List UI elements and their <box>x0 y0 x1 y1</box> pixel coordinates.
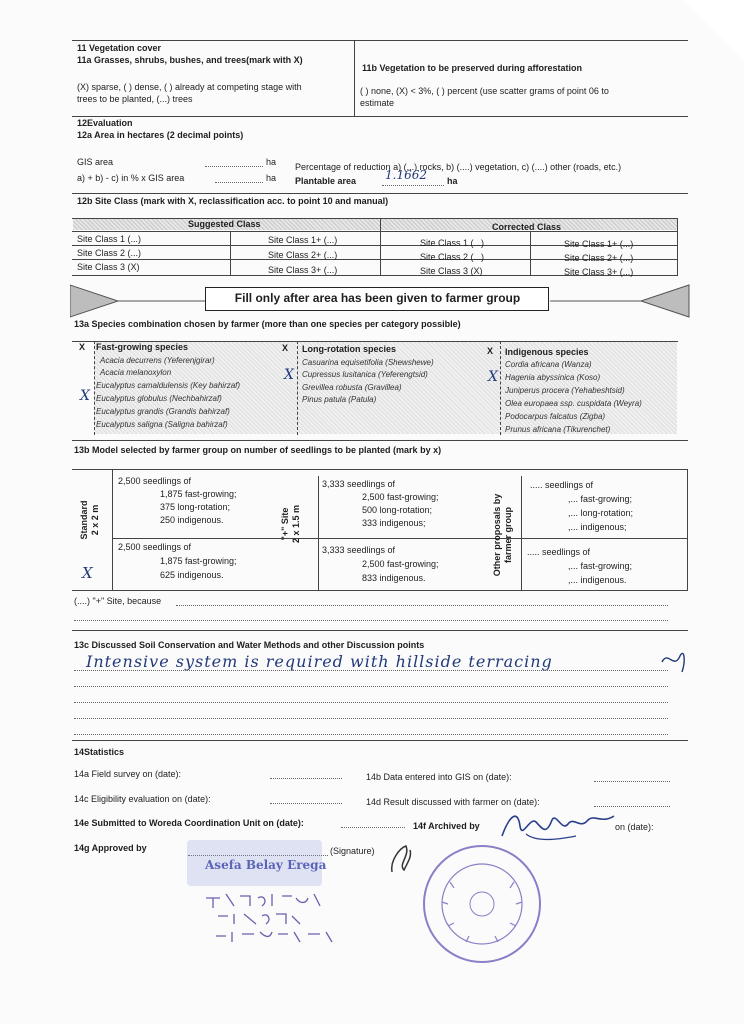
fast-header: Fast-growing species <box>96 342 189 352</box>
long-species: Cupressus lusitanica (Yeferengtsid) <box>302 370 428 379</box>
plus-site-because: (....) "+" Site, because <box>74 596 162 606</box>
amharic-stamp <box>196 888 356 946</box>
plus2-line: 3,333 seedlings of <box>322 545 396 555</box>
col-line <box>94 341 95 435</box>
rule <box>72 469 688 470</box>
col-line <box>677 218 678 275</box>
col-line <box>380 218 381 275</box>
col-line <box>318 476 319 590</box>
s11a-title: 11a Grasses, shrubs, bushes, and trees(mark with X) <box>77 55 303 65</box>
divider <box>354 40 355 116</box>
plus1-line: 3,333 seedlings of <box>322 479 396 489</box>
long-species: Casuarina equisetifolia (Shewshewe) <box>302 358 434 367</box>
suggested-class-3plus: Site Class 3+ (...) <box>268 265 338 275</box>
std2-mark: X <box>82 564 93 582</box>
long-header: Long-rotation species <box>302 344 397 354</box>
corrected-class-1plus: Site Class 1+ (...) <box>564 239 634 249</box>
rule <box>72 630 688 631</box>
discussion-handwriting: Intensive system is required with hillside terracing <box>86 652 553 671</box>
s11b-line2: estimate <box>360 98 395 108</box>
oth1-line: ,... fast-growing; <box>568 494 633 504</box>
banner-text: Fill only after area has been given to farmer group <box>234 291 521 305</box>
plus-label-text: "+" Site <box>280 507 290 541</box>
s14f-date: on (date): <box>615 822 654 832</box>
s13b-title: 13b Model selected by farmer group on number of seedlings to be planted (mark by x) <box>74 445 442 455</box>
oth1-line: ,... indigenous; <box>568 522 627 532</box>
std1-line: 250 indigenous. <box>160 515 224 525</box>
indig-species: Prunus africana (Tikurenchet) <box>505 425 611 434</box>
fast-species: Eucalyptus camaldulensis (Key bahirzaf) <box>96 381 241 390</box>
indig-species: Juniperus procera (Yehabeshtsid) <box>505 386 625 395</box>
rule <box>112 538 688 539</box>
corrected-header: Corrected Class <box>492 222 562 232</box>
indig-species: Podocarpus falcatus (Zigba) <box>505 412 606 421</box>
notes-line <box>74 718 668 719</box>
notes-line <box>74 686 668 687</box>
notes-line <box>74 670 668 671</box>
because-blank <box>74 620 668 621</box>
rule <box>72 193 688 194</box>
s14f: 14f Archived by <box>413 821 480 831</box>
fast-species: Acacia melanoxylon <box>100 368 172 377</box>
col-line <box>297 341 298 435</box>
rule <box>72 116 688 117</box>
s11-title: 11 Vegetation cover <box>77 43 162 53</box>
s14d: 14d Result discussed with farmer on (date): <box>366 797 540 807</box>
s11b-line1: ( ) none, (X) < 3%, ( ) percent (use scatter grams of point 06 to <box>360 86 609 96</box>
mark-eucalyptus-globulus: X <box>80 388 90 404</box>
calc-area-label: a) + b) - c) in % x GIS area <box>77 173 185 183</box>
corrected-class-1: Site Class 1 (...) <box>420 238 485 248</box>
s14-title: 14Statistics <box>74 747 125 757</box>
gis-area-unit: ha <box>266 157 277 167</box>
approval-signature <box>386 842 416 876</box>
fast-species: Acacia decurrens (Yeferenjgirar) <box>100 356 215 365</box>
other-label-text2: farmer group <box>503 507 513 564</box>
s12b-title: 12b Site Class (mark with X, reclassification acc. to point 10 and manual) <box>77 196 389 206</box>
col-line <box>530 231 531 275</box>
rule <box>72 590 688 591</box>
stamp-name: Asefa Belay Erega <box>205 858 327 872</box>
s12a-title: 12a Area in hectares (2 decimal points) <box>77 130 244 140</box>
suggested-class-2: Site Class 2 (...) <box>77 248 142 258</box>
s11b-title: 11b Vegetation to be preserved during afforestation <box>362 63 583 73</box>
mark-hagenia: X <box>488 369 498 385</box>
oth2-line: ,... fast-growing; <box>568 561 633 571</box>
s11a-line1: (X) sparse, ( ) dense, ( ) already at competing stage with <box>77 82 302 92</box>
s14c: 14c Eligibility evaluation on (date): <box>74 794 211 804</box>
s13c-title: 13c Discussed Soil Conservation and Water Methods and other Discussion points <box>74 640 425 650</box>
plus2-line: 2,500 fast-growing; <box>362 559 439 569</box>
col-x: X <box>79 342 86 352</box>
site-table-header-bg <box>73 219 678 230</box>
std2-line: 625 indigenous. <box>160 570 224 580</box>
s14e: 14e Submitted to Woreda Coordination Unit on (date): <box>74 818 304 828</box>
std1-line: 1,875 fast-growing; <box>160 489 237 499</box>
suggested-class-1: Site Class 1 (...) <box>77 234 142 244</box>
blank <box>270 778 342 779</box>
standard-dim: 2 x 2 m <box>90 504 100 536</box>
plantable-label: Plantable area <box>295 176 357 186</box>
rule <box>72 218 678 219</box>
plantable-blank <box>382 185 444 186</box>
s13a-title: 13a Species combination chosen by farmer (more than one species per category possible) <box>74 319 461 329</box>
fast-species: Eucalyptus saligna (Saligna bahirzaf) <box>96 420 228 429</box>
corrected-class-2plus: Site Class 2+ (...) <box>564 253 634 263</box>
fast-species: Eucalyptus grandis (Grandis bahirzaf) <box>96 407 230 416</box>
rule <box>72 40 688 41</box>
plus1-line: 500 long-rotation; <box>362 505 433 515</box>
plus-dim: 2 x 1.5 m <box>291 504 301 544</box>
indig-species: Olea europaea ssp. cuspidata (Weyra) <box>505 399 642 408</box>
s11a-line2: trees to be planted, (...) trees <box>77 94 193 104</box>
plus2-line: 833 indigenous. <box>362 573 426 583</box>
blank <box>270 803 342 804</box>
long-species: Pinus patula (Patula) <box>302 395 377 404</box>
folded-corner <box>684 0 744 60</box>
calc-area-blank <box>215 182 263 183</box>
fast-species: Eucalyptus globulus (Nechbahirzaf) <box>96 394 222 403</box>
signature-label: (Signature) <box>330 846 375 856</box>
suggested-class-3: Site Class 3 (X) <box>77 262 140 272</box>
blank <box>594 781 670 782</box>
indig-species: Cordia africana (Wanza) <box>505 360 592 369</box>
plantable-unit: ha <box>447 176 458 186</box>
s14g: 14g Approved by <box>74 843 147 853</box>
gis-area-blank <box>205 166 263 167</box>
other-proposals-label <box>492 485 514 585</box>
archived-signature <box>496 806 626 846</box>
rule <box>72 231 678 232</box>
round-seal <box>420 842 544 966</box>
std2-line: 1,875 fast-growing; <box>160 556 237 566</box>
notes-line <box>74 702 668 703</box>
col-line <box>500 341 501 435</box>
indig-species: Hagenia abyssinica (Koso) <box>505 373 601 382</box>
oth1-line: ,... long-rotation; <box>568 508 634 518</box>
col-line <box>521 476 522 590</box>
rule <box>72 440 688 441</box>
suggested-class-1plus: Site Class 1+ (...) <box>268 235 338 245</box>
suggested-class-2plus: Site Class 2+ (...) <box>268 250 338 260</box>
col-line <box>687 469 688 590</box>
corrected-class-3: Site Class 3 (X) <box>420 266 483 276</box>
s14a: 14a Field survey on (date): <box>74 769 182 779</box>
plus1-line: 333 indigenous; <box>362 518 426 528</box>
col-x: X <box>487 346 494 356</box>
rule <box>72 740 688 741</box>
handwriting-tail <box>660 640 690 676</box>
mark-cupressus: X <box>284 367 294 383</box>
oth1-line: ..... seedlings of <box>530 480 594 490</box>
calc-area-unit: ha <box>266 173 277 183</box>
std1-line: 2,500 seedlings of <box>118 476 192 486</box>
standard-label-text: Standard <box>79 500 89 540</box>
reduction-text: Percentage of reduction a) (...) rocks, b) (....) vegetation, c) (....) other (roads, etc.) <box>295 162 622 172</box>
corrected-class-3plus: Site Class 3+ (...) <box>564 267 634 277</box>
standard-label <box>79 480 101 560</box>
oth2-line: ..... seedlings of <box>527 547 591 557</box>
gis-area-label: GIS area <box>77 157 114 167</box>
notes-line <box>74 734 668 735</box>
because-blank <box>176 605 668 606</box>
std1-line: 375 long-rotation; <box>160 502 231 512</box>
other-label-text: Other proposals by <box>492 493 502 577</box>
suggested-header: Suggested Class <box>188 219 261 229</box>
col-x: X <box>282 343 289 353</box>
col-line <box>112 469 113 590</box>
plantable-value: 1.1662 <box>385 168 427 182</box>
long-species: Grevillea robusta (Gravillea) <box>302 383 402 392</box>
corrected-class-2: Site Class 2 (...) <box>420 252 485 262</box>
s14b: 14b Data entered into GIS on (date): <box>366 772 512 782</box>
plus1-line: 2,500 fast-growing; <box>362 492 439 502</box>
col-line <box>230 231 231 275</box>
indig-header: Indigenous species <box>505 347 589 357</box>
oth2-line: ,... indigenous. <box>568 575 627 585</box>
std2-line: 2,500 seedlings of <box>118 542 192 552</box>
s12-title: 12Evaluation <box>77 118 133 128</box>
plus-site-label <box>280 484 302 564</box>
blank <box>341 827 405 828</box>
